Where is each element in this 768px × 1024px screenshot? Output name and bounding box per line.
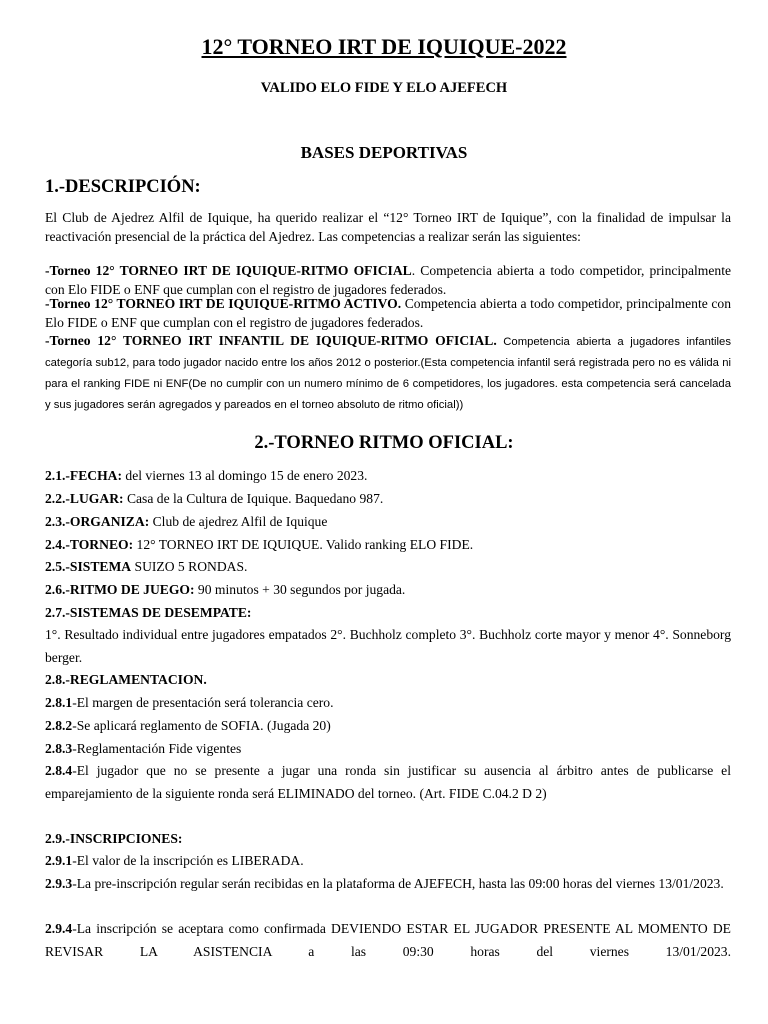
item-text: Competencia abierta a jugadores infantiles categoría sub12, para todo jugador nacido entre los años 2012 o posterior.(Esta competencia infantil será registrada pero no es válida ni para el ranking FIDE ni ENF(De no cumplir con un numero mínimo de 6 competidores, los jugadores. esta competencia será cancelada y sus jugadores serán agregados y pareados en el torneo absoluto de ritmo oficial)) bbox=[45, 336, 731, 411]
section-1-heading: 1.-DESCRIPCIÓN: bbox=[45, 177, 201, 197]
item-number: 2.8.4 bbox=[45, 763, 73, 778]
item-number: 2.9.4 bbox=[45, 921, 73, 936]
fecha-text: del viernes 13 al domingo 15 de enero 2023. bbox=[122, 468, 368, 483]
document-title: 12° TORNEO IRT DE IQUIQUE-2022 bbox=[201, 34, 567, 59]
item-number: 2.8.2 bbox=[45, 718, 73, 733]
tournament-item-infantil bbox=[45, 331, 731, 415]
desempate-text: 1°. Resultado individual entre jugadores empatados 2°. Buchholz completo 3°. Buchholz corte mayor y menor 4°. Sonneborg berger. bbox=[45, 627, 731, 665]
reglamentacion-item bbox=[45, 759, 731, 805]
item-title: -Torneo 12° TORNEO IRT DE IQUIQUE-RITMO ACTIVO. bbox=[45, 296, 402, 311]
ritmo-label: 2.6.-RITMO DE JUEGO: bbox=[45, 582, 195, 597]
torneo-label: 2.4.-TORNEO: bbox=[45, 537, 134, 552]
torneo-line bbox=[45, 535, 731, 554]
item-number: 2.9.3 bbox=[45, 876, 73, 891]
inscripciones-label: 2.9.-INSCRIPCIONES: bbox=[45, 831, 183, 846]
item-number: 2.8.1 bbox=[45, 695, 73, 710]
item-text: -La inscripción se aceptara como confirmada DEVIENDO ESTAR EL JUGADOR PRESENTE AL MOMENTO DE REVISAR LA ASISTENCIA a las 09:30 horas del viernes 13/01/2023. bbox=[45, 921, 731, 959]
torneo-text: 12° TORNEO IRT DE IQUIQUE. Valido ranking ELO FIDE. bbox=[133, 537, 474, 552]
item-text: -El valor de la inscripción es LIBERADA. bbox=[72, 853, 304, 868]
inscripciones-item bbox=[45, 851, 731, 870]
item-text: Competencia abierta a todo competidor, principalmente con Elo FIDE o ENF que cumplan con el registro de jugadores federados. bbox=[45, 296, 731, 330]
inscripciones-item bbox=[45, 917, 731, 963]
item-text: -El margen de presentación será tolerancia cero. bbox=[72, 695, 334, 710]
lugar-line bbox=[45, 489, 731, 508]
item-text: -La pre-inscripción regular serán recibidas en la plataforma de AJEFECH, hasta las 09:00 horas del viernes 13/01/2023. bbox=[72, 876, 724, 891]
item-title: -Torneo 12° TORNEO IRT INFANTIL DE IQUIQUE-RITMO OFICIAL. bbox=[45, 333, 497, 348]
item-number: 2.8.3 bbox=[45, 741, 73, 756]
sistema-label: 2.5.-SISTEMA bbox=[45, 559, 132, 574]
item-text: . Competencia abierta a todo competidor, principalmente con Elo FIDE o ENF que cumplan con el registro de jugadores federados. bbox=[45, 263, 732, 297]
ritmo-text: 90 minutos + 30 segundos por jugada. bbox=[194, 582, 406, 597]
organiza-text: Club de ajedrez Alfil de Iquique bbox=[149, 514, 328, 529]
item-number: 2.9.1 bbox=[45, 853, 73, 868]
inscripciones-item bbox=[45, 872, 731, 895]
reglamentacion-item bbox=[45, 739, 731, 758]
sistema-text: SUIZO 5 RONDAS. bbox=[131, 559, 248, 574]
ritmo-line bbox=[45, 580, 731, 599]
lugar-text: Casa de la Cultura de Iquique. Baquedano 987. bbox=[123, 491, 384, 506]
item-title: -Torneo 12° TORNEO IRT DE IQUIQUE-RITMO OFICIAL bbox=[45, 263, 412, 278]
organiza-label: 2.3.-ORGANIZA: bbox=[45, 514, 150, 529]
tournament-item-activo bbox=[45, 294, 731, 332]
item-text: -El jugador que no se presente a jugar una ronda sin justificar su ausencia al árbitro antes de publicarse el emparejamiento de la siguiente ronda será ELIMINADO del torneo. (Art. FIDE C.04.2 D 2) bbox=[45, 763, 731, 801]
organiza-line bbox=[45, 512, 731, 531]
description-intro: El Club de Ajedrez Alfil de Iquique, ha querido realizar el “12° Torneo IRT de Iquique”, con la finalidad de impulsar la reactivación presencial de la práctica del Ajedrez. Las competencias a realizar serán las siguientes: bbox=[45, 210, 731, 244]
reglamentacion-item bbox=[45, 693, 731, 712]
lugar-label: 2.2.-LUGAR: bbox=[45, 491, 124, 506]
reglamentacion-label: 2.8.-REGLAMENTACION. bbox=[45, 672, 207, 687]
item-text: -Reglamentación Fide vigentes bbox=[72, 741, 242, 756]
section-2-heading: 2.-TORNEO RITMO OFICIAL: bbox=[254, 433, 514, 453]
document-subtitle: VALIDO ELO FIDE Y ELO AJEFECH bbox=[260, 80, 508, 96]
fecha-line bbox=[45, 466, 731, 485]
bases-heading: BASES DEPORTIVAS bbox=[300, 143, 468, 162]
desempate-label: 2.7.-SISTEMAS DE DESEMPATE: bbox=[45, 605, 252, 620]
sistema-line bbox=[45, 557, 731, 576]
reglamentacion-item bbox=[45, 716, 731, 735]
fecha-label: 2.1.-FECHA: bbox=[45, 468, 123, 483]
item-text: -Se aplicará reglamento de SOFIA. (Jugada 20) bbox=[72, 718, 331, 733]
